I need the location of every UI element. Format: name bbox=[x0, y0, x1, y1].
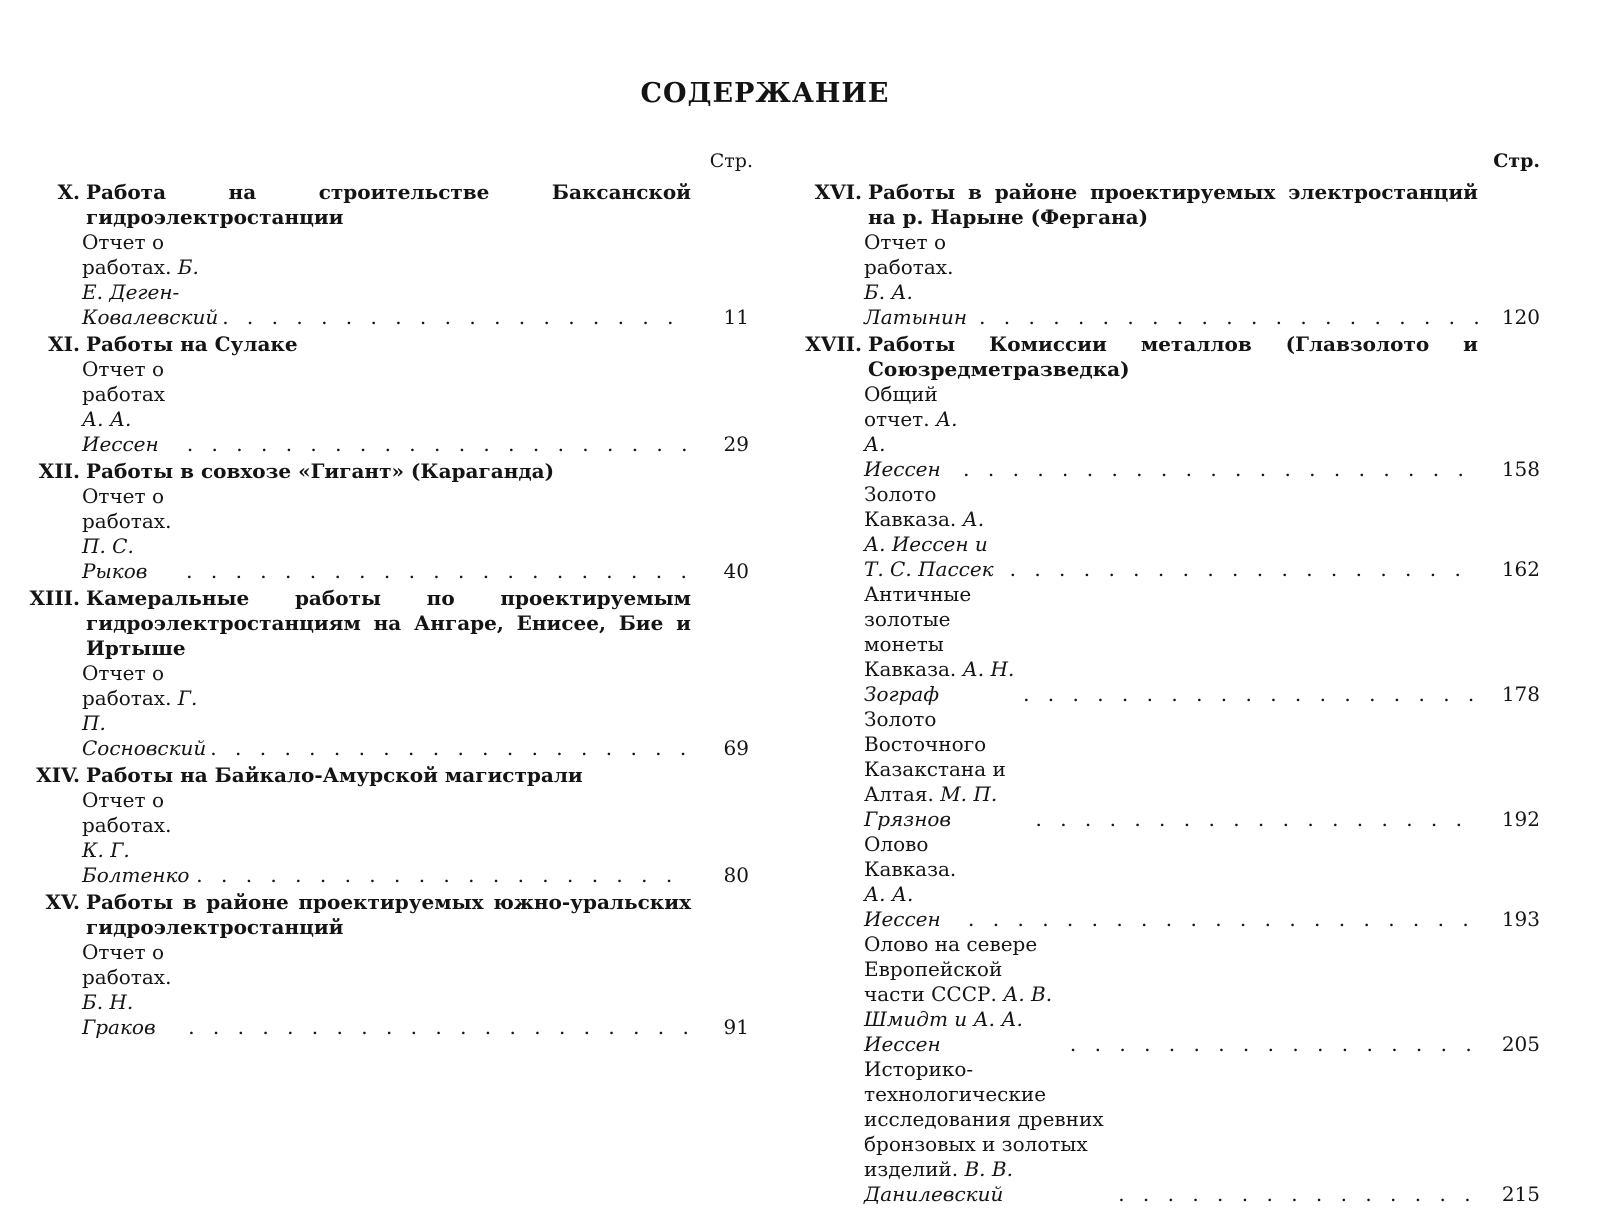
page-number: 120 bbox=[1501, 305, 1540, 329]
entry-author: А. Н. Зограф bbox=[864, 657, 1015, 706]
entry-author: П. С. Рыков bbox=[82, 534, 148, 583]
section-numeral: XI. bbox=[48, 332, 80, 356]
dot-leader bbox=[1070, 1032, 1480, 1057]
section-numeral: XIV. bbox=[36, 763, 80, 787]
entry-text bbox=[864, 932, 1070, 1057]
dot-leader bbox=[210, 736, 689, 761]
entry-text bbox=[82, 484, 186, 584]
dot-leader bbox=[1010, 557, 1480, 582]
dot-leader bbox=[196, 863, 689, 888]
toc-entry bbox=[18, 661, 753, 761]
dot-leader bbox=[186, 559, 689, 584]
toc-entry bbox=[792, 932, 1540, 1057]
entry-label: Отчет о работах. bbox=[82, 661, 172, 710]
section-numeral: XIII. bbox=[29, 586, 80, 610]
entry-text bbox=[864, 1057, 1118, 1207]
entry-label: Историко-технологические исследования древних бронзовых и золотых изделий. bbox=[864, 1057, 1104, 1181]
section-numeral: XII. bbox=[38, 459, 80, 483]
page-number: 11 bbox=[723, 305, 749, 329]
entry-author: А. А. Иессен и Т. С. Пассек bbox=[864, 507, 994, 581]
toc-entry bbox=[18, 788, 753, 888]
toc-entry bbox=[18, 940, 753, 1040]
section-heading bbox=[792, 180, 1540, 230]
entry-text bbox=[864, 582, 1023, 707]
section-title: Работы в районе проектируемых южно-уральских гидроэлектростанций bbox=[86, 890, 691, 939]
page-number: 192 bbox=[1501, 807, 1540, 831]
toc-section bbox=[18, 180, 753, 330]
section-numeral: X. bbox=[57, 180, 80, 204]
toc-section bbox=[18, 459, 753, 584]
dot-leader bbox=[968, 907, 1480, 932]
entry-label: Отчет о работах bbox=[82, 357, 166, 406]
section-numeral: XV. bbox=[45, 890, 80, 914]
toc-entry bbox=[792, 482, 1540, 582]
entry-label: Золото Восточного Казакстана и Алтая. bbox=[864, 707, 1006, 806]
entry-author: А. В. Шмидт и А. А. Иессен bbox=[864, 982, 1053, 1056]
entry-author: М. П. Грязнов bbox=[864, 782, 998, 831]
entry-author: В. В. Данилевский bbox=[864, 1157, 1013, 1206]
dot-leader bbox=[1035, 807, 1480, 832]
toc-entry bbox=[792, 1057, 1540, 1207]
entry-text bbox=[864, 482, 1010, 582]
section-heading bbox=[18, 180, 753, 230]
dot-leader bbox=[1023, 682, 1480, 707]
toc-entry bbox=[792, 707, 1540, 832]
entry-label: Олово Кавказа. bbox=[864, 832, 957, 881]
section-title: Работы в совхозе «Гигант» (Караганда) bbox=[86, 459, 555, 483]
toc-section bbox=[18, 586, 753, 761]
toc-entry bbox=[18, 357, 753, 457]
toc-section bbox=[792, 180, 1540, 330]
section-title: Работы Комиссии металлов (Главзолото и Союзредметразведка) bbox=[868, 332, 1478, 381]
page-number: 205 bbox=[1501, 1032, 1540, 1056]
section-heading bbox=[18, 459, 753, 484]
page-column-header: Стр. bbox=[1493, 150, 1540, 172]
entry-text bbox=[82, 230, 222, 330]
section-numeral: XVII. bbox=[805, 332, 862, 356]
entry-label: Олово на севере Европейской части СССР. bbox=[864, 932, 1038, 1006]
toc-section bbox=[18, 332, 753, 457]
entry-author: Г. П. Сосновский bbox=[82, 686, 207, 760]
entry-author: А. А. Иессен bbox=[864, 882, 941, 931]
toc-entry bbox=[18, 230, 753, 330]
page-number: 158 bbox=[1501, 457, 1540, 481]
entry-author: А. А. Иессен bbox=[82, 407, 159, 456]
toc-entry bbox=[792, 382, 1540, 482]
entry-label: Отчет о работах. bbox=[82, 484, 172, 533]
section-heading bbox=[18, 763, 753, 788]
entry-text bbox=[82, 940, 188, 1040]
toc-entry bbox=[792, 582, 1540, 707]
entry-text bbox=[82, 788, 196, 888]
section-title: Камеральные работы по проектируемым гидроэлектростанциям на Ангаре, Енисее, Бие и Иртыше bbox=[86, 586, 691, 660]
page-column-header: Стр. bbox=[709, 150, 753, 172]
page-title: СОДЕРЖАНИЕ bbox=[640, 78, 890, 109]
entry-author: Б. Е. Деген-Ковалевский bbox=[82, 255, 219, 329]
toc-entry bbox=[18, 484, 753, 584]
toc-list-right bbox=[792, 180, 1540, 1209]
section-heading bbox=[18, 586, 753, 661]
entry-text bbox=[864, 230, 979, 330]
entry-author: А. А. Иессен bbox=[864, 407, 958, 481]
section-title: Работы в районе проектируемых электростанций на р. Нарыне (Фергана) bbox=[868, 180, 1478, 229]
section-title: Работы на Сулаке bbox=[86, 332, 298, 356]
page-number: 69 bbox=[723, 736, 749, 760]
page-number: 178 bbox=[1501, 682, 1540, 706]
section-title: Работы на Байкало-Амурской магистрали bbox=[86, 763, 583, 787]
entry-label: Отчет о работах. bbox=[82, 230, 172, 279]
toc-section bbox=[792, 332, 1540, 1207]
entry-text bbox=[864, 382, 963, 482]
entry-label: Отчет о работах. bbox=[864, 230, 954, 279]
entry-label: Общий отчет. bbox=[864, 382, 938, 431]
section-heading bbox=[18, 332, 753, 357]
entry-text bbox=[864, 832, 968, 932]
section-heading bbox=[792, 332, 1540, 382]
page-number: 215 bbox=[1501, 1182, 1540, 1206]
entry-text bbox=[864, 707, 1035, 832]
entry-label: Античные золотые монеты Кавказа. bbox=[864, 582, 972, 681]
entry-text bbox=[82, 661, 210, 761]
entry-label: Отчет о работах. bbox=[82, 940, 172, 989]
page-number: 162 bbox=[1501, 557, 1540, 581]
dot-leader bbox=[188, 1015, 689, 1040]
page-number: 80 bbox=[723, 863, 749, 887]
entry-label: Золото Кавказа. bbox=[864, 482, 957, 531]
page-number: 29 bbox=[723, 432, 749, 456]
toc-list-left bbox=[18, 180, 753, 1042]
dot-leader bbox=[222, 305, 689, 330]
page-number: 91 bbox=[723, 1015, 749, 1039]
page-number: 40 bbox=[723, 559, 749, 583]
dot-leader bbox=[963, 457, 1480, 482]
entry-text bbox=[82, 357, 187, 457]
toc-entry bbox=[792, 230, 1540, 330]
toc-entry bbox=[792, 832, 1540, 932]
toc-section bbox=[18, 890, 753, 1040]
entry-author: К. Г. Болтенко bbox=[82, 838, 190, 887]
entry-author: Б. Н. Граков bbox=[82, 990, 156, 1039]
entry-author: Б. А. Латынин bbox=[864, 280, 968, 329]
page-number: 193 bbox=[1501, 907, 1540, 931]
dot-leader bbox=[979, 305, 1480, 330]
section-numeral: XVI. bbox=[814, 180, 862, 204]
toc-section bbox=[18, 763, 753, 888]
dot-leader bbox=[187, 432, 689, 457]
section-heading bbox=[18, 890, 753, 940]
dot-leader bbox=[1118, 1182, 1480, 1207]
entry-label: Отчет о работах. bbox=[82, 788, 172, 837]
section-title: Работа на строительстве Баксанской гидроэлектростанции bbox=[86, 180, 691, 229]
